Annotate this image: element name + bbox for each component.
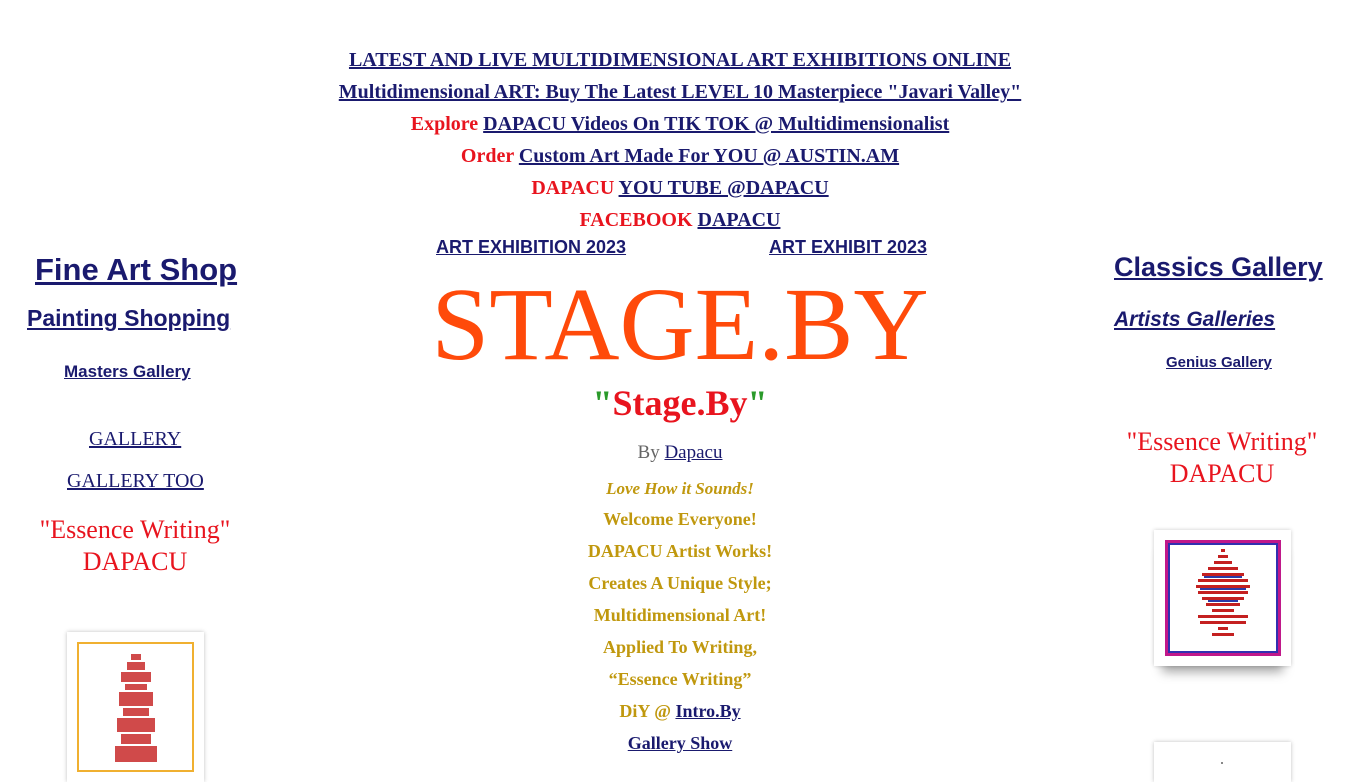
welcome-line: Welcome Everyone!	[603, 509, 757, 529]
facebook-link[interactable]: DAPACU	[697, 209, 781, 231]
diy-label: DiY @	[619, 701, 671, 721]
tagline: Love How it Sounds!	[606, 479, 754, 498]
masters-gallery-link[interactable]: Masters Gallery	[64, 362, 191, 381]
welcome-line: Creates A Unique Style;	[588, 573, 772, 593]
left-artwork-frame[interactable]	[67, 632, 204, 782]
latest-exhibitions-link[interactable]: LATEST AND LIVE MULTIDIMENSIONAL ART EXHIBITIONS ONLINE	[348, 49, 1012, 71]
dapacu-author-link[interactable]: Dapacu	[664, 442, 723, 463]
fine-art-shop-link[interactable]: Fine Art Shop	[35, 252, 238, 287]
artwork-dot	[1221, 762, 1223, 764]
welcome-line: Applied To Writing,	[603, 637, 757, 657]
by-label: By	[637, 442, 660, 463]
subtitle-text: Stage.By	[612, 383, 748, 423]
essence-writing-author: DAPACU	[82, 547, 188, 576]
welcome-line: Multidimensional Art!	[593, 605, 767, 625]
welcome-line: DAPACU Artist Works!	[587, 541, 773, 561]
essence-writing-title: "Essence Writing"	[1126, 427, 1318, 456]
essence-writing-author: DAPACU	[1169, 459, 1275, 488]
intro-by-link[interactable]: Intro.By	[675, 701, 741, 721]
byline	[300, 440, 1060, 466]
dapacu-label: DAPACU	[531, 177, 615, 199]
gallery-show-line	[300, 727, 1060, 759]
gallery-link[interactable]: GALLERY	[89, 428, 182, 450]
right-artwork-frame[interactable]	[1154, 530, 1291, 666]
painting-shopping-link[interactable]: Painting Shopping	[27, 305, 231, 331]
classics-gallery-link[interactable]: Classics Gallery	[1114, 252, 1323, 282]
welcome-line: “Essence Writing”	[608, 669, 752, 689]
site-subtitle	[300, 380, 1060, 426]
diy-line	[300, 695, 1060, 727]
left-artwork-image	[77, 642, 194, 772]
tiktok-link[interactable]: DAPACU Videos On TIK TOK @ Multidimensionalist	[483, 113, 950, 135]
buy-masterpiece-link[interactable]: Multidimensional ART: Buy The Latest LEVEL 10 Masterpiece "Javari Valley"	[338, 81, 1022, 103]
quote-open: "	[592, 383, 613, 423]
art-exhibition-2023-link[interactable]: ART EXHIBITION 2023	[436, 237, 627, 257]
vase-shaped-text-art-icon	[79, 644, 192, 772]
youtube-link[interactable]: YOU TUBE @DAPACU	[618, 177, 829, 199]
artists-galleries-link[interactable]: Artists Galleries	[1114, 308, 1276, 331]
tree-shaped-text-art-icon	[1168, 543, 1278, 653]
welcome-block	[300, 503, 1060, 759]
site-title: STAGE.BY	[431, 267, 929, 382]
order-label: Order	[460, 145, 514, 167]
essence-writing-title: "Essence Writing"	[39, 515, 231, 544]
gallery-too-link[interactable]: GALLERY TOO	[67, 470, 204, 492]
right-artwork-frame-2[interactable]	[1154, 742, 1291, 782]
right-artwork-image	[1165, 540, 1281, 656]
facebook-label: FACEBOOK	[579, 209, 693, 231]
right-essence-writing	[1106, 426, 1338, 490]
header-links	[300, 44, 1060, 236]
explore-label: Explore	[410, 113, 479, 135]
genius-gallery-link[interactable]: Genius Gallery	[1166, 354, 1272, 371]
left-essence-writing	[20, 514, 250, 578]
quote-close: "	[747, 383, 768, 423]
art-exhibit-2023-link[interactable]: ART EXHIBIT 2023	[769, 237, 928, 257]
custom-art-link[interactable]: Custom Art Made For YOU @ AUSTIN.AM	[518, 145, 900, 167]
gallery-show-link[interactable]: Gallery Show	[627, 733, 733, 753]
